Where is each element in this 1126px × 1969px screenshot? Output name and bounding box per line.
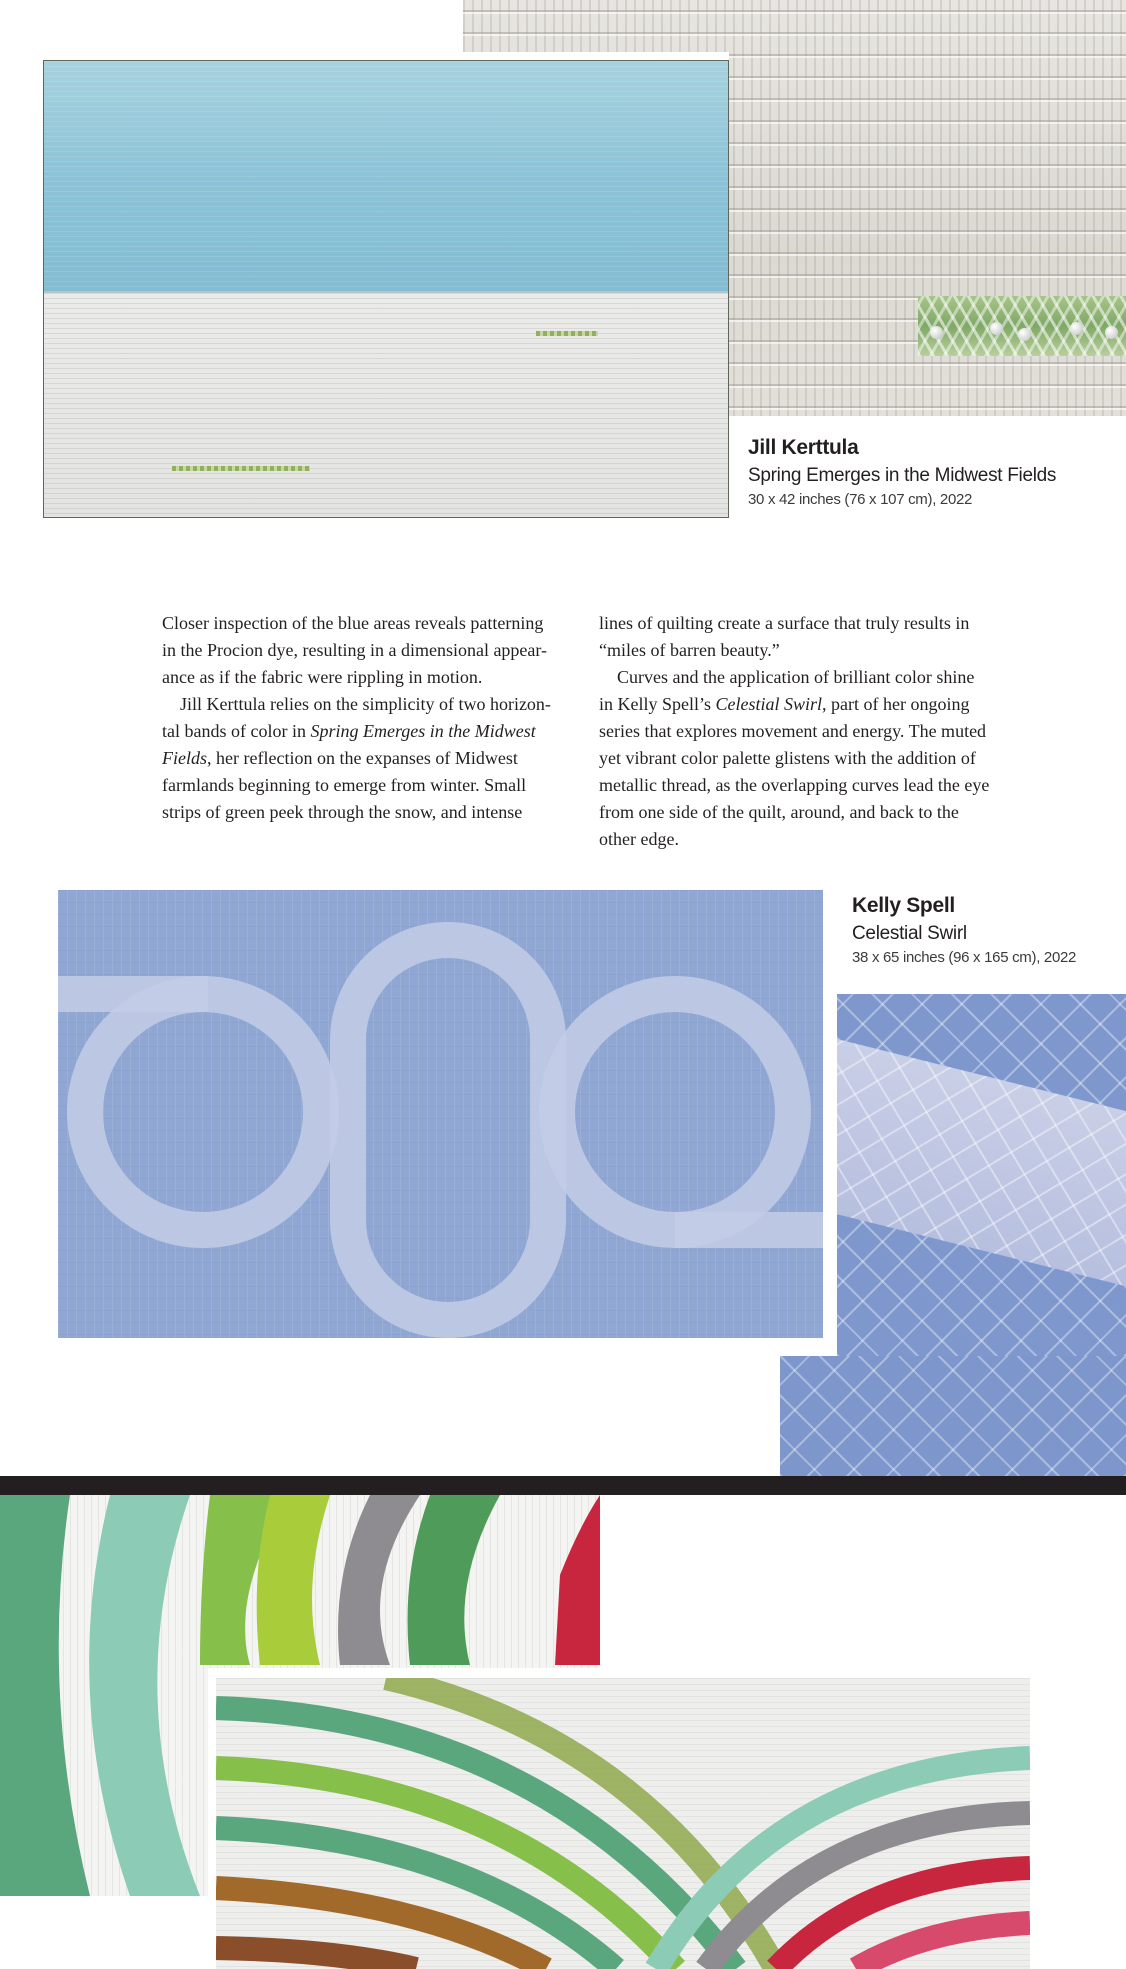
text-line: “miles of barren beauty.” (599, 640, 780, 660)
quilt3-arcs (216, 1678, 1030, 1969)
quilt2-detail-photo (837, 994, 1126, 1356)
text-line: other edge. (599, 829, 679, 849)
bead (1070, 322, 1083, 335)
curve-yellowgreen (257, 1495, 330, 1665)
text-line: from one side of the quilt, around, and back to the (599, 802, 959, 822)
arc-darkbrown (216, 1948, 416, 1969)
quilt2-artist: Kelly Spell (852, 894, 955, 917)
curve-grey (338, 1495, 420, 1665)
artwork-title-italic: Fields (162, 748, 207, 768)
quilt2-detail-lilac-band (837, 1031, 1126, 1307)
swirl-ring-right (557, 994, 793, 1230)
text-line: in the Procion dye, resulting in a dimensional appear- (162, 640, 548, 660)
bead (990, 322, 1003, 335)
quilt2-detail-photo-lower (780, 1356, 1126, 1476)
bead (930, 326, 943, 339)
text-line: lines of quilting create a surface that truly results in (599, 613, 970, 633)
artwork-title-italic: Spring Emerges in the Midwest (310, 721, 536, 741)
swirl-ring-left (85, 994, 321, 1230)
quilt2-swirl-graphic (58, 890, 823, 1338)
arc-pink (856, 1923, 1030, 1969)
curve-green (0, 1495, 90, 1896)
quilt2-dimensions: 38 x 65 inches (96 x 165 cm), 2022 (852, 949, 1077, 966)
article-left-column (162, 610, 582, 826)
text-line: Curves and the application of brilliant color shine (617, 667, 975, 687)
text-line: ance as if the fabric were rippling in motion. (162, 667, 483, 687)
text-line (162, 745, 582, 772)
swirl-ring-center (348, 940, 548, 1320)
curve-aqua (89, 1495, 200, 1896)
text-line (162, 718, 582, 745)
text-span: tal bands of color in (162, 721, 311, 741)
quilt1-photo (43, 60, 729, 518)
curve-red (555, 1495, 600, 1665)
text-line: farmlands beginning to emerge from winter. Small (162, 775, 527, 795)
text-line: metallic thread, as the overlapping curves lead the eye (599, 775, 990, 795)
text-line: yet vibrant color palette glistens with the addition of (599, 748, 976, 768)
quilt1-green-strip (536, 331, 598, 336)
artwork-title-italic: Celestial Swirl (715, 694, 823, 714)
text-span: , part of her ongoing (822, 694, 970, 714)
text-line: series that explores movement and energy. The muted (599, 721, 987, 741)
bead (1018, 328, 1031, 341)
curve-darkgreen (408, 1495, 501, 1665)
quilt1-detail-green-strip (918, 296, 1126, 356)
quilt3-photo (216, 1678, 1030, 1969)
quilt1-blue-band (44, 61, 728, 293)
quilt1-white-band (44, 293, 728, 517)
article-right-column (599, 610, 1019, 853)
quilt2-photo (58, 890, 823, 1338)
section-divider-band (0, 1476, 1126, 1495)
text-span: in Kelly Spell’s (599, 694, 716, 714)
text-span: , her reflection on the expanses of Midwest (207, 748, 518, 768)
text-line: Jill Kerttula relies on the simplicity of two horizon- (180, 694, 551, 714)
text-line: Closer inspection of the blue areas reveals patterning (162, 613, 544, 633)
quilt1-title: Spring Emerges in the Midwest Fields (748, 465, 1057, 486)
quilt1-artist: Jill Kerttula (748, 436, 859, 459)
bead (1105, 326, 1118, 339)
quilt1-green-strip (172, 466, 310, 471)
quilt1-dimensions: 30 x 42 inches (76 x 107 cm), 2022 (748, 491, 973, 508)
quilt2-title: Celestial Swirl (852, 923, 967, 944)
text-line: strips of green peek through the snow, and intense (162, 802, 523, 822)
text-line (599, 691, 1019, 718)
